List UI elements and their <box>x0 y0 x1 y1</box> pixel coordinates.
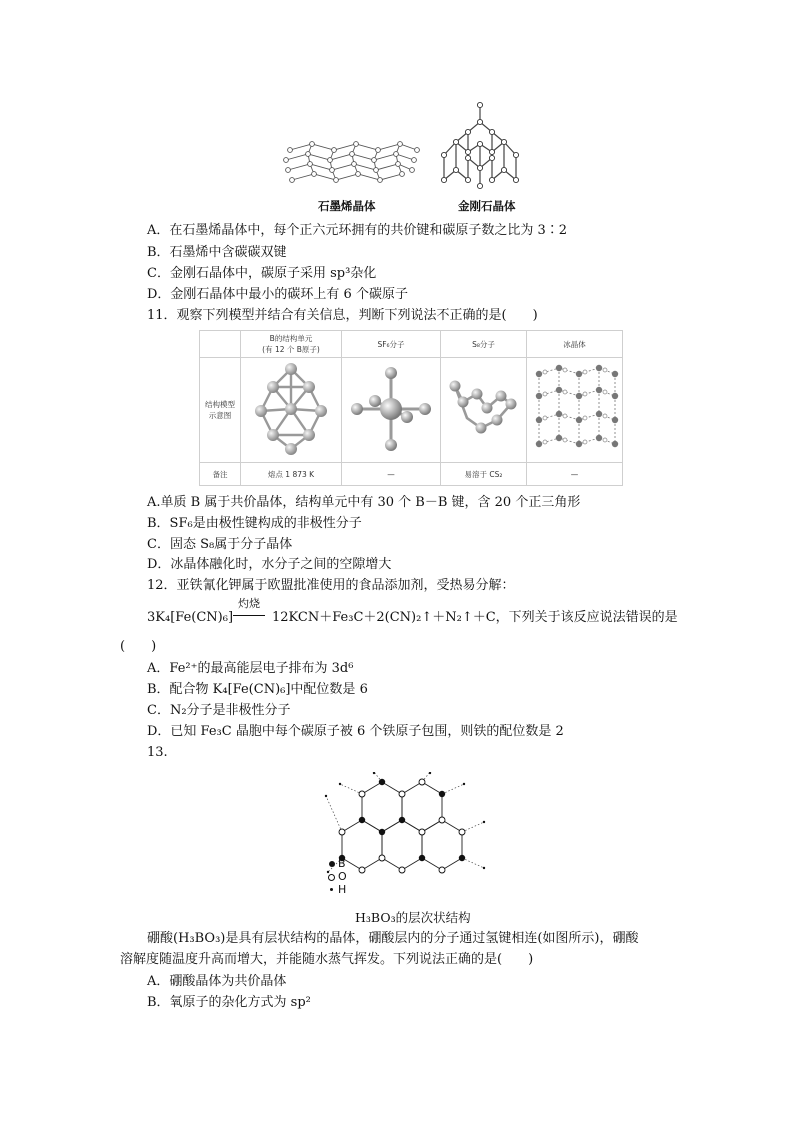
diamond-caption: 金刚石晶体 <box>458 199 516 213</box>
sf6-model-cell <box>342 358 441 463</box>
s8-model-cell <box>441 358 527 463</box>
boric-acid-caption: H₃BO₃的层次状结构 <box>355 910 471 925</box>
model-table <box>199 330 623 486</box>
table-corner <box>200 331 241 358</box>
q11-option-a: A.单质 B 属于共价晶体，结构单元中有 30 个 B－B 键，含 20 个正三角形 <box>147 495 581 510</box>
legend-h-label: H <box>338 883 347 896</box>
legend-o-label: O <box>338 870 347 883</box>
col-header-b-line1: B的结构单元 <box>269 334 313 343</box>
q13-option-a: A．硼酸晶体为共价晶体 <box>147 974 287 989</box>
legend-b-marker <box>329 861 335 867</box>
q12-reaction-arrow <box>233 615 265 616</box>
graphene-diagram <box>282 130 422 190</box>
note-ice: — <box>527 463 623 486</box>
q12-option-d: D．已知 Fe₃C 晶胞中每个碳原子被 6 个铁原子包围，则铁的配位数是 2 <box>147 724 564 739</box>
legend-h-marker <box>330 888 333 891</box>
legend-b-label: B <box>338 857 346 870</box>
q10-option-a: A．在石墨烯晶体中，每个正六元环拥有的共价键和碳原子数之比为 3∶2 <box>147 223 568 238</box>
q10-option-c: C．金刚石晶体中，碳原子采用 sp³杂化 <box>147 266 377 281</box>
q13-option-b: B．氧原子的杂化方式为 sp² <box>147 995 311 1010</box>
q12-option-c: C．N₂分子是非极性分子 <box>147 703 291 718</box>
ice-lattice-model <box>529 360 621 458</box>
q11-option-d: D．冰晶体融化时，水分子之间的空隙增大 <box>147 557 392 572</box>
q12-reaction-condition: 灼烧 <box>238 597 260 610</box>
note-sf6: — <box>342 463 441 486</box>
q12-option-a: A．Fe²⁺的最高能层电子排布为 3d⁶ <box>147 661 354 676</box>
note-b: 熔点 1 873 K <box>241 463 342 486</box>
q13-stem-line-2: 溶解度随温度升高而增大，并能随水蒸气挥发。下列说法正确的是( ) <box>120 952 534 967</box>
row-header-model-line1: 结构模型 <box>205 400 235 409</box>
boric-acid-layer-diagram <box>322 772 502 888</box>
row-header-model-line2: 示意图 <box>208 411 232 420</box>
q12-equation-left: 3K₄[Fe(CN)₆] <box>147 610 234 625</box>
q11-option-c: C．固态 S₈属于分子晶体 <box>147 537 293 552</box>
col-header-b-line2: (有 12 个 B原子) <box>262 345 320 354</box>
q12-answer-paren: ( ) <box>120 639 157 654</box>
q12-equation-right: 12KCN＋Fe₃C＋2(CN)₂↑＋N₂↑＋C，下列关于该反应说法错误的是 <box>272 610 678 625</box>
b12-model-cell <box>241 358 342 463</box>
graphene-caption: 石墨烯晶体 <box>318 199 376 213</box>
legend-o-marker <box>328 874 335 881</box>
col-header-b <box>241 331 342 358</box>
q13-number: 13. <box>147 745 168 760</box>
q11-option-b: B．SF₆是由极性键构成的非极性分子 <box>147 516 362 531</box>
diamond-diagram <box>430 100 542 192</box>
q12-option-b: B．配合物 K₄[Fe(CN)₆]中配位数是 6 <box>147 682 368 697</box>
b12-icosahedron-model <box>251 361 331 457</box>
col-header-sf6: SF₆分子 <box>342 331 441 358</box>
q11-stem: 11．观察下列模型并结合有关信息，判断下列说法不正确的是( ) <box>147 308 538 323</box>
ice-model-cell <box>527 358 623 463</box>
s8-ring-model <box>447 374 521 444</box>
note-s8: 易溶于 CS₂ <box>441 463 527 486</box>
q13-stem-line-1: 硼酸(H₃BO₃)是具有层状结构的晶体，硼酸层内的分子通过氢键相连(如图所示)，硼酸 <box>147 931 639 946</box>
col-header-s8: S₈分子 <box>441 331 527 358</box>
col-header-ice: 冰晶体 <box>527 331 623 358</box>
q10-option-d: D．金刚石晶体中最小的碳环上有 6 个碳原子 <box>147 287 408 302</box>
q10-option-b: B．石墨烯中含碳碳双键 <box>147 245 287 260</box>
sf6-octahedral-model <box>349 363 433 455</box>
row-header-note: 备注 <box>200 463 241 486</box>
row-header-model <box>200 358 241 463</box>
q12-stem: 12．亚铁氰化钾属于欧盟批准使用的食品添加剂，受热易分解： <box>147 578 515 593</box>
